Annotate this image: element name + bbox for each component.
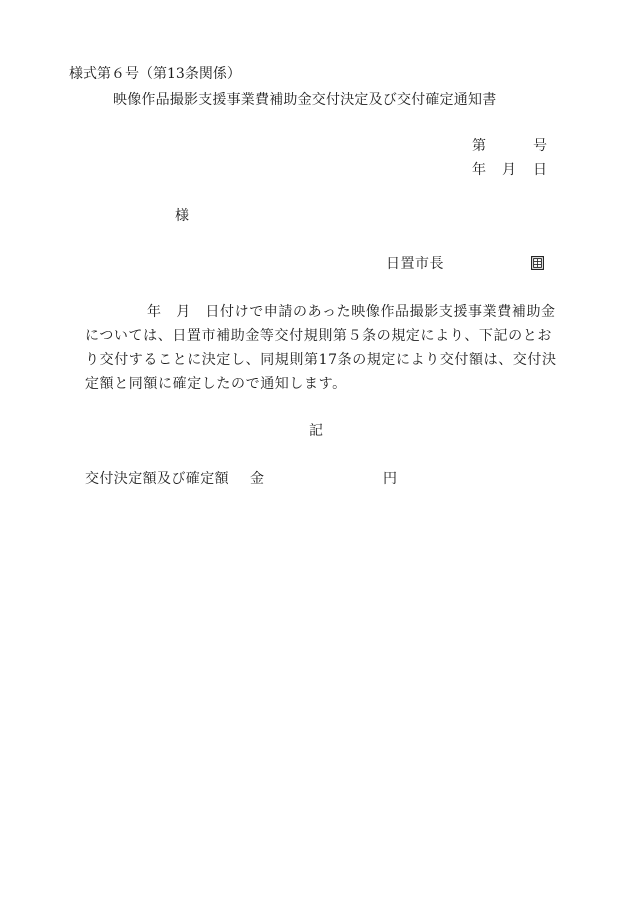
amount-prefix: 金 bbox=[250, 471, 264, 487]
date-month-label: 月 bbox=[502, 162, 516, 178]
body-text-line-1: 年 月 日付けで申請のあった映像作品撮影支援事業費補助金 bbox=[147, 304, 556, 320]
document-number-label: 第 bbox=[472, 138, 486, 154]
body-text-line-2: については、日置市補助金等交付規則第５条の規定により、下記のとお bbox=[85, 328, 552, 344]
recipient-honorific: 様 bbox=[175, 208, 189, 224]
seal-icon bbox=[531, 256, 544, 270]
body-text-line-4: 定額と同額に確定したので通知します。 bbox=[85, 376, 347, 392]
issuer-name: 日置市長 bbox=[386, 256, 444, 272]
document-title: 映像作品撮影支援事業費補助金交付決定及び交付確定通知書 bbox=[113, 92, 497, 108]
body-text-line-3: り交付することに決定し、同規則第17条の規定により交付額は、交付決 bbox=[85, 352, 557, 368]
amount-unit: 円 bbox=[383, 471, 397, 487]
form-number-label: 様式第６号（第13条関係） bbox=[69, 66, 241, 82]
date-day-label: 日 bbox=[533, 162, 547, 178]
ki-heading: 記 bbox=[309, 423, 323, 439]
amount-label: 交付決定額及び確定額 bbox=[85, 471, 229, 487]
date-year-label: 年 bbox=[472, 162, 486, 178]
document-number-suffix: 号 bbox=[533, 138, 547, 154]
